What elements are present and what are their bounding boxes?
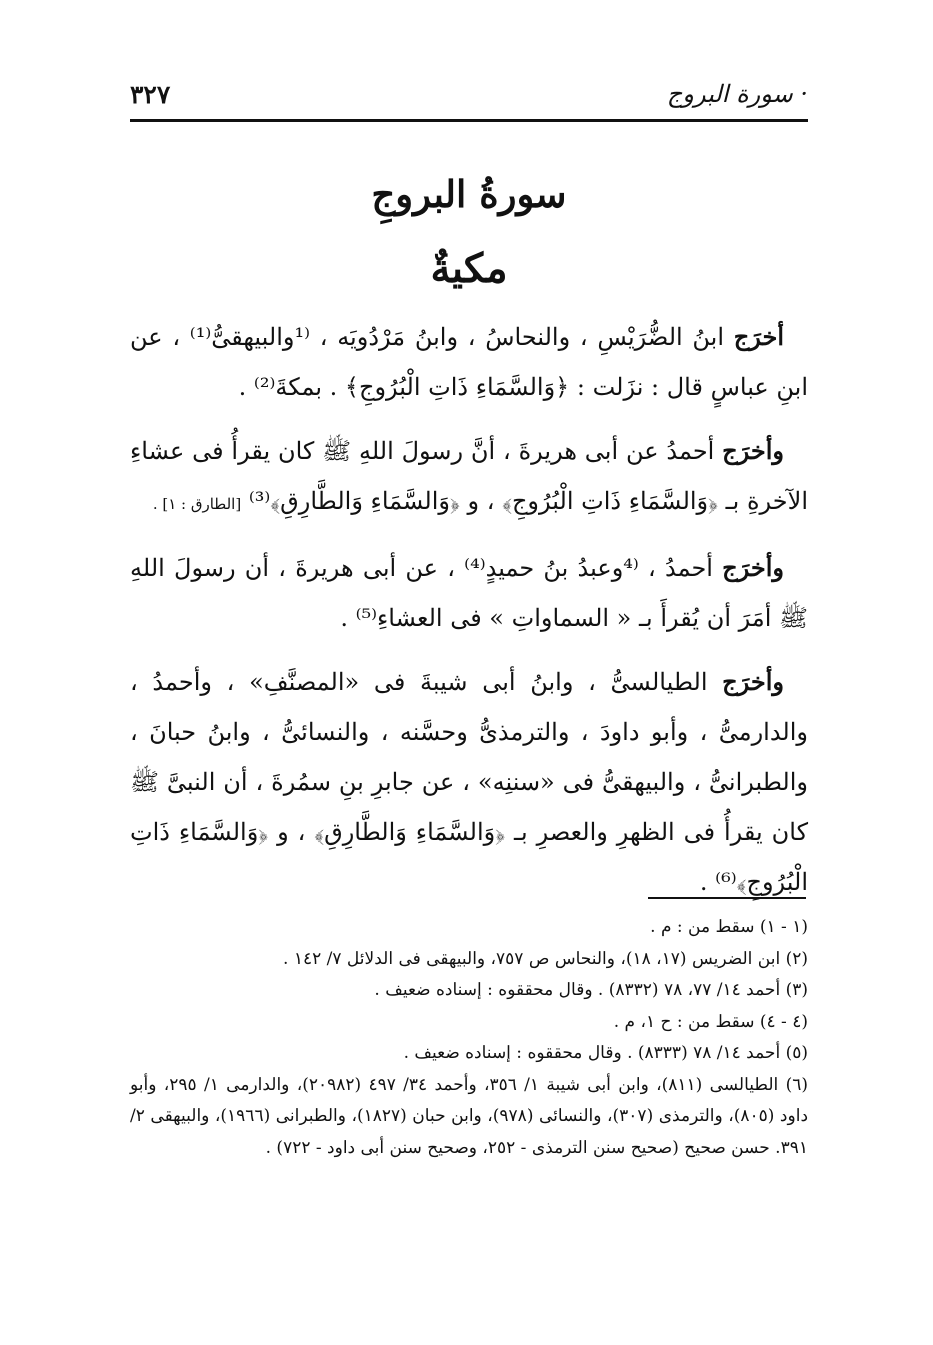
paragraph-lead: وأخرَج — [722, 436, 784, 465]
footnote: (٤ - ٤) سقط من : ح ١، م . — [613, 1011, 808, 1032]
footnote: (٢) ابن الضريس (١٧، ١٨)، والنحاس ص ٧٥٧، والبيهقى فى الدلائل ٧/ ١٤٢ . — [283, 948, 808, 969]
footnote: (٦) الطيالسى (٨١١)، وابن أبى شيبة ١/ ٣٥٦، وأحمد ٣٤/ ٤٩٧ (٢٠٩٨٢)، والدارمى ١/ ٢٩٥، وأبو داود (٨٠٥)، والترمذى (٣٠٧)، والنسائى (٩٧٨)، وابن حبان (١٨٢٧)، والطبرانى (١٩٦٦)، والبيهقى ٢/ ٣٩١. حسن صحيح (صحيح سنن الترمذى - ٢٥٢، وصحيح سنن أبى داود - ٧٢٢) . — [130, 1074, 809, 1158]
footnote: (٣) أحمد ١٤/ ٧٧، ٧٨ (٨٣٣٢) . وقال محققوه : إسناده ضعيف . — [374, 980, 808, 1000]
footnote: (١ - ١) سقط من : م . — [650, 917, 808, 937]
page-number: ٣٢٧ — [130, 79, 171, 109]
running-head — [130, 74, 808, 114]
main-text — [130, 312, 808, 921]
paragraph — [130, 312, 808, 412]
surah-subtitle: مكيةٌ — [430, 245, 508, 292]
paragraph-text: أحمدُ عن أبى هريرةَ ، أنَّ رسولَ اللهِ ﷺ كان يقرأُ فى عشاءِ الآخرةِ بـ ﴿وَالسَّمَاءِ ذَاتِ الْبُرُوجِ﴾ ، و ﴿وَالسَّمَاءِ وَالطَّارِقِ﴾⁽³⁾ — [130, 437, 808, 515]
paragraph-text: الطيالسىُّ ، وابنُ أبى شيبةَ فى «المصنَّفِ» ، وأحمدُ ، والدارمىُّ ، وأبو داودَ ، والترمذىُّ وحسَّنه ، والنسائىُّ ، وابنُ حبانَ ، والطبرانىُّ ، والبيهقىُّ فى «سننِه» ، عن جابرِ بنِ سمُرةَ ، أن النبىَّ ﷺ كان يقرأُ فى الظهرِ والعصرِ بـ ﴿وَالسَّمَاءِ وَالطَّارِقِ﴾ ، و ﴿وَالسَّمَاءِ ذَاتِ الْبُرُوجِ﴾⁽⁶⁾ . — [130, 668, 808, 896]
paragraph-lead: وأخرَج — [722, 553, 784, 582]
running-title: · سورة البروج — [666, 80, 808, 108]
surah-title: سورةُ البروجِ — [371, 172, 567, 216]
footnote-rule — [648, 897, 806, 899]
verse-reference: [الطارق : ١] . — [152, 495, 242, 513]
paragraph — [130, 543, 808, 643]
paragraph — [130, 657, 808, 907]
paragraph-lead: أخرَج — [733, 322, 784, 351]
footnote: (٥) أحمد ١٤/ ٧٨ (٨٣٣٣) . وقال محققوه : إسناده ضعيف . — [403, 1043, 808, 1063]
footnotes — [130, 912, 808, 1164]
paragraph-lead: وأخرَج — [722, 667, 784, 696]
paragraph-text: ابنُ الضُّرَيْسِ ، والنحاسُ ، وابنُ مَرْدُويَه ، ⁽¹والبيهقىُّ⁽¹⁾ ، عن ابنِ عباسٍ قال : نزَلت : ﴿وَالسَّمَاءِ ذَاتِ الْبُرُوجِ﴾ . بمكةَ⁽²⁾ . — [130, 323, 808, 401]
header-rule — [130, 119, 808, 122]
paragraph-text: أحمدُ ، ⁽⁴وعبدُ بنُ حميدٍ⁽⁴⁾ ، عن أبى هريرةَ ، أن رسولَ اللهِ ﷺ أمَرَ أن يُقرأَ بـ « السماواتِ » فى العشاءِ⁽⁵⁾ . — [130, 554, 808, 632]
paragraph — [130, 426, 808, 529]
